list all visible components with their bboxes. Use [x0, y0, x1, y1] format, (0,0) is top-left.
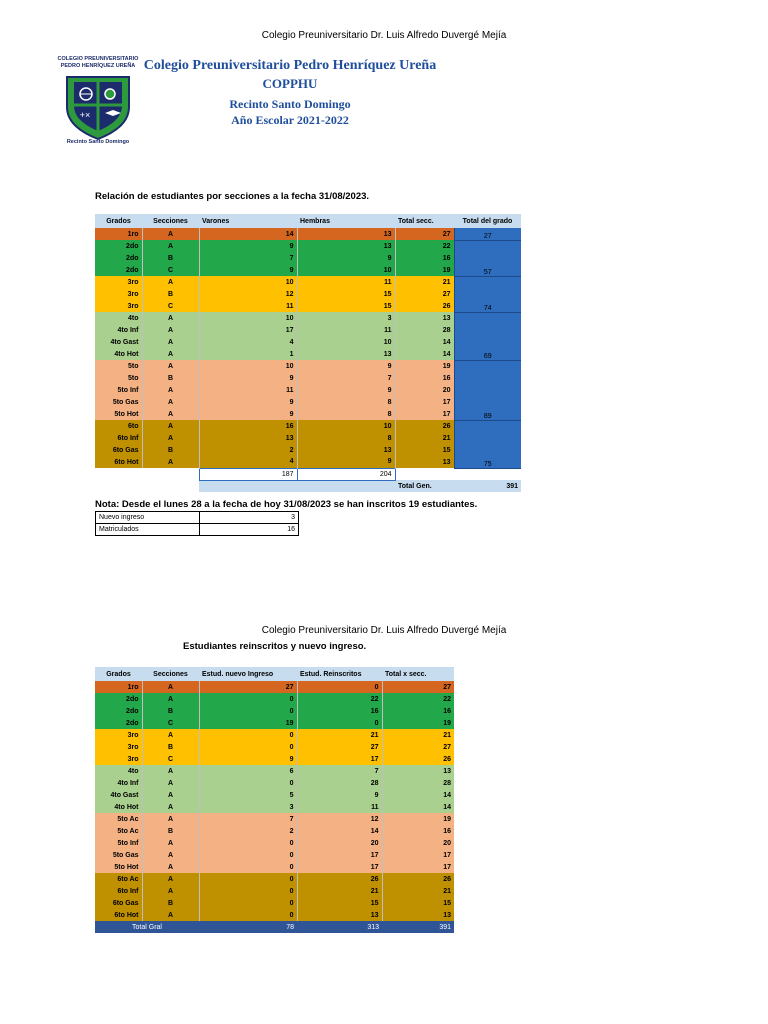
col-header-secciones: Secciones	[142, 214, 199, 228]
cell-seccion: A	[142, 693, 199, 705]
cell-total-secc: 14	[382, 789, 454, 801]
note-label: Nuevo ingreso	[96, 512, 200, 524]
cell-seccion: B	[142, 825, 199, 837]
table-row	[95, 825, 454, 837]
cell-nuevo-ingreso: 0	[199, 897, 297, 909]
cell-reinscritos: 11	[297, 801, 382, 813]
cell-total-secc: 13	[382, 909, 454, 921]
empty-cell	[142, 480, 199, 492]
cell-seccion: A	[142, 312, 199, 324]
note-label: Matriculados	[96, 524, 200, 536]
cell-varones: 12	[199, 288, 297, 300]
cell-grado: 3ro	[127, 731, 139, 739]
cell-total-secc: 27	[382, 681, 454, 693]
cell-grado: 1ro	[127, 230, 139, 238]
cell-total-secc: 16	[382, 705, 454, 717]
table-row	[95, 837, 454, 849]
cell-reinscritos: 22	[297, 693, 382, 705]
cell-total-secc: 13	[395, 312, 454, 324]
cell-grado: 5to Inf	[117, 386, 139, 394]
cell-hembras: 9	[297, 456, 395, 468]
cell-varones: 9	[199, 408, 297, 420]
table-row	[95, 705, 454, 717]
cell-total-grado: 27	[454, 228, 521, 240]
cell-grado: 4to Hot	[114, 350, 139, 358]
cell-grado: 6to Gas	[112, 899, 139, 907]
table-row	[95, 885, 454, 897]
col-header-nuevo-ingreso: Estud. nuevo Ingreso	[199, 667, 297, 681]
cell-grado: 4to Gast	[110, 338, 139, 346]
cell-seccion: A	[142, 336, 199, 348]
cell-hembras: 11	[297, 324, 395, 336]
cell-seccion: C	[142, 264, 199, 276]
cell-varones: 4	[199, 336, 297, 348]
col-header-total-secc: Total secc.	[395, 214, 454, 228]
cell-grado: 5to	[128, 362, 139, 370]
cell-seccion: C	[142, 717, 199, 729]
table-row	[95, 240, 521, 252]
cell-total-secc: 27	[395, 288, 454, 300]
cell-seccion: A	[142, 873, 199, 885]
table-row	[95, 741, 454, 753]
cell-reinscritos: 20	[297, 837, 382, 849]
cell-varones: 4	[199, 456, 297, 468]
school-year: Año Escolar 2021-2022	[231, 113, 349, 127]
col-header-reinscritos: Estud. Reinscritos	[297, 667, 382, 681]
enrollment-table	[95, 214, 521, 492]
table-row	[95, 777, 454, 789]
logo-top-text-2: PEDRO HENRÍQUEZ UREÑA	[60, 63, 136, 69]
cell-varones: 2	[199, 444, 297, 456]
cell-seccion: C	[142, 300, 199, 312]
cell-seccion: B	[142, 372, 199, 384]
cell-nuevo-ingreso: 0	[199, 693, 297, 705]
cell-total-secc: 17	[395, 408, 454, 420]
cell-nuevo-ingreso: 0	[199, 909, 297, 921]
cell-total-secc: 20	[382, 837, 454, 849]
cell-seccion: B	[142, 897, 199, 909]
cell-grado: 6to Hot	[114, 911, 139, 919]
cell-total-secc: 22	[395, 240, 454, 252]
table-row	[95, 789, 454, 801]
cell-total-grado: 57	[454, 240, 521, 276]
cell-seccion: A	[142, 324, 199, 336]
cell-seccion: A	[142, 849, 199, 861]
cell-varones: 10	[199, 276, 297, 288]
school-name: Colegio Preuniversitario Pedro Henríquez Ureña	[143, 58, 437, 73]
table-header-row	[95, 214, 521, 228]
cell-nuevo-ingreso: 0	[199, 729, 297, 741]
cell-grado: 6to Inf	[117, 434, 139, 442]
cell-total-secc: 21	[395, 432, 454, 444]
empty-cell	[95, 468, 142, 480]
cell-varones: 11	[199, 300, 297, 312]
cell-grado: 6to Inf	[117, 887, 139, 895]
cell-total-secc: 26	[382, 753, 454, 765]
cell-total-secc: 20	[395, 384, 454, 396]
cell-total-secc: 19	[382, 717, 454, 729]
total-gen-label: Total Gen.	[395, 480, 454, 492]
page-header-mid: Colegio Preuniversitario Dr. Luis Alfredo Duvergé Mejía	[261, 625, 507, 636]
total-gral-label: Total Gral	[132, 923, 162, 931]
cell-seccion: B	[142, 444, 199, 456]
cell-reinscritos: 14	[297, 825, 382, 837]
cell-seccion: B	[142, 288, 199, 300]
cell-grado: 4to Hot	[114, 803, 139, 811]
cell-nuevo-ingreso: 9	[199, 753, 297, 765]
cell-reinscritos: 28	[297, 777, 382, 789]
cell-hembras: 13	[297, 240, 395, 252]
cell-nuevo-ingreso: 0	[199, 777, 297, 789]
cell-varones: 9	[199, 264, 297, 276]
cell-seccion: A	[142, 909, 199, 921]
cell-nuevo-ingreso: 0	[199, 873, 297, 885]
cell-grado: 4to	[128, 314, 139, 322]
cell-grado: 4to Inf	[117, 779, 139, 787]
logo-top-text-1: COLEGIO PREUNIVERSITARIO	[57, 56, 139, 62]
cell-hembras: 8	[297, 408, 395, 420]
cell-grado: 4to Inf	[117, 326, 139, 334]
cell-hembras: 7	[297, 372, 395, 384]
cell-grado: 6to Ac	[117, 875, 139, 883]
note-text: Nota: Desde el lunes 28 a la fecha de hoy 31/08/2023 se han inscritos 19 estudiantes.	[95, 499, 478, 510]
total-total: 391	[439, 923, 451, 931]
table-row	[95, 729, 454, 741]
cell-reinscritos: 21	[297, 885, 382, 897]
cell-grado: 2do	[126, 242, 139, 250]
cell-total-grado: 69	[454, 312, 521, 360]
cell-seccion: A	[142, 813, 199, 825]
cell-nuevo-ingreso: 6	[199, 765, 297, 777]
logo-bottom-text: Recinto Santo Domingo	[66, 139, 130, 145]
cell-hembras: 10	[297, 264, 395, 276]
table-row	[95, 801, 454, 813]
table-row	[95, 420, 521, 432]
cell-seccion: A	[142, 408, 199, 420]
cell-varones: 10	[199, 360, 297, 372]
table-row	[95, 753, 454, 765]
cell-grado: 2do	[126, 719, 139, 727]
cell-total-secc: 21	[382, 729, 454, 741]
cell-grado: 3ro	[127, 755, 139, 763]
cell-seccion: A	[142, 396, 199, 408]
cell-grado: 6to Hot	[114, 458, 139, 466]
cell-seccion: B	[142, 705, 199, 717]
table-row	[95, 897, 454, 909]
cell-total-secc: 22	[382, 693, 454, 705]
table-row	[95, 693, 454, 705]
note-table	[95, 511, 299, 536]
cell-seccion: A	[142, 801, 199, 813]
cell-total-secc: 17	[395, 396, 454, 408]
cell-hembras: 13	[297, 348, 395, 360]
cell-total-secc: 17	[382, 861, 454, 873]
cell-grado: 2do	[126, 707, 139, 715]
total-reinscritos: 313	[367, 923, 379, 931]
cell-reinscritos: 15	[297, 897, 382, 909]
cell-hembras: 8	[297, 396, 395, 408]
note-value: 16	[200, 524, 299, 536]
table-row	[95, 228, 521, 240]
cell-hembras: 13	[297, 444, 395, 456]
note-value: 3	[200, 512, 299, 524]
cell-seccion: A	[142, 885, 199, 897]
cell-total-secc: 27	[382, 741, 454, 753]
cell-varones: 14	[199, 228, 297, 240]
cell-nuevo-ingreso: 0	[199, 705, 297, 717]
col-header-total-secc: Total x secc.	[382, 667, 454, 681]
table-row	[95, 276, 521, 288]
cell-total-secc: 21	[395, 276, 454, 288]
col-header-grados: Grados	[95, 214, 142, 228]
cell-hembras: 9	[297, 384, 395, 396]
total-gen-filler	[199, 480, 297, 492]
cell-grado: 4to Gast	[110, 791, 139, 799]
cell-grado: 5to Gas	[112, 398, 139, 406]
note-row	[96, 524, 299, 536]
cell-grado: 3ro	[127, 302, 139, 310]
table-row	[95, 360, 521, 372]
sum-hembras: 204	[297, 468, 395, 480]
cell-total-secc: 16	[382, 825, 454, 837]
cell-nuevo-ingreso: 5	[199, 789, 297, 801]
logo-top-text	[55, 56, 141, 70]
school-logo	[55, 55, 141, 150]
cell-seccion: A	[142, 420, 199, 432]
page-header-top: Colegio Preuniversitario Dr. Luis Alfredo Duvergé Mejía	[261, 30, 507, 41]
cell-seccion: A	[142, 777, 199, 789]
cell-nuevo-ingreso: 0	[199, 741, 297, 753]
table-row	[95, 765, 454, 777]
cell-nuevo-ingreso: 0	[199, 849, 297, 861]
cell-grado: 3ro	[127, 278, 139, 286]
cell-reinscritos: 0	[297, 681, 382, 693]
cell-hembras: 15	[297, 288, 395, 300]
cell-reinscritos: 26	[297, 873, 382, 885]
cell-grado: 5to Gas	[112, 851, 139, 859]
total-gen-filler	[297, 480, 395, 492]
cell-grado: 5to Hot	[114, 863, 139, 871]
cell-nuevo-ingreso: 7	[199, 813, 297, 825]
cell-varones: 7	[199, 252, 297, 264]
cell-nuevo-ingreso: 0	[199, 861, 297, 873]
school-campus: Recinto Santo Domingo	[229, 97, 351, 111]
section2-title: Estudiantes reinscritos y nuevo ingreso.	[183, 641, 367, 652]
empty-cell	[395, 468, 454, 480]
total-gral-row	[95, 921, 454, 933]
cell-seccion: A	[142, 360, 199, 372]
cell-hembras: 10	[297, 336, 395, 348]
cell-grado: 5to Ac	[117, 827, 139, 835]
cell-seccion: A	[142, 837, 199, 849]
cell-total-secc: 26	[395, 300, 454, 312]
cell-nuevo-ingreso: 0	[199, 885, 297, 897]
cell-nuevo-ingreso: 2	[199, 825, 297, 837]
cell-seccion: B	[142, 252, 199, 264]
svg-text:+×: +×	[79, 110, 91, 120]
col-header-secciones: Secciones	[142, 667, 199, 681]
empty-cell	[454, 468, 521, 480]
cell-total-secc: 21	[382, 885, 454, 897]
cell-grado: 6to Gas	[112, 446, 139, 454]
cell-nuevo-ingreso: 19	[199, 717, 297, 729]
cell-grado: 2do	[126, 254, 139, 262]
table-row	[95, 681, 454, 693]
cell-total-secc: 28	[382, 777, 454, 789]
empty-cell	[95, 480, 142, 492]
table-row	[95, 909, 454, 921]
reenrollment-table	[95, 667, 454, 933]
cell-total-secc: 13	[382, 765, 454, 777]
sum-row	[95, 468, 521, 480]
cell-total-secc: 16	[395, 372, 454, 384]
cell-seccion: A	[142, 348, 199, 360]
cell-total-grado: 75	[454, 420, 521, 468]
cell-grado: 5to	[128, 374, 139, 382]
table-row	[95, 312, 521, 324]
cell-hembras: 10	[297, 420, 395, 432]
table-row	[95, 717, 454, 729]
cell-reinscritos: 17	[297, 753, 382, 765]
cell-reinscritos: 7	[297, 765, 382, 777]
cell-grado: 2do	[126, 266, 139, 274]
cell-nuevo-ingreso: 3	[199, 801, 297, 813]
cell-total-secc: 16	[395, 252, 454, 264]
table-row	[95, 813, 454, 825]
cell-seccion: A	[142, 681, 199, 693]
cell-reinscritos: 12	[297, 813, 382, 825]
cell-total-secc: 14	[395, 348, 454, 360]
cell-seccion: A	[142, 384, 199, 396]
cell-total-secc: 15	[395, 444, 454, 456]
cell-seccion: A	[142, 432, 199, 444]
cell-seccion: A	[142, 789, 199, 801]
cell-total-secc: 13	[395, 456, 454, 468]
cell-nuevo-ingreso: 0	[199, 837, 297, 849]
cell-seccion: A	[142, 765, 199, 777]
cell-grado: 3ro	[127, 743, 139, 751]
cell-varones: 16	[199, 420, 297, 432]
table-row	[95, 861, 454, 873]
table-header-row	[95, 667, 454, 681]
cell-grado: 4to	[128, 767, 139, 775]
cell-total-secc: 15	[382, 897, 454, 909]
cell-grado: 5to Ac	[117, 815, 139, 823]
cell-reinscritos: 9	[297, 789, 382, 801]
cell-seccion: A	[142, 861, 199, 873]
cell-grado: 3ro	[127, 290, 139, 298]
table-row	[95, 849, 454, 861]
cell-grado: 1ro	[127, 683, 139, 691]
cell-hembras: 13	[297, 228, 395, 240]
cell-total-grado: 89	[454, 360, 521, 420]
col-header-grados: Grados	[95, 667, 142, 681]
cell-reinscritos: 17	[297, 849, 382, 861]
cell-hembras: 9	[297, 360, 395, 372]
cell-varones: 9	[199, 240, 297, 252]
empty-cell	[142, 468, 199, 480]
cell-hembras: 9	[297, 252, 395, 264]
cell-hembras: 15	[297, 300, 395, 312]
total-nuevo: 78	[286, 923, 294, 931]
cell-varones: 17	[199, 324, 297, 336]
cell-total-secc: 26	[395, 420, 454, 432]
cell-grado: 2do	[126, 695, 139, 703]
cell-seccion: A	[142, 228, 199, 240]
cell-varones: 9	[199, 396, 297, 408]
cell-reinscritos: 0	[297, 717, 382, 729]
cell-total-secc: 14	[382, 801, 454, 813]
cell-total-grado: 74	[454, 276, 521, 312]
cell-grado: 5to Hot	[114, 410, 139, 418]
cell-total-secc: 17	[382, 849, 454, 861]
col-header-varones: Varones	[199, 214, 297, 228]
cell-varones: 1	[199, 348, 297, 360]
cell-varones: 11	[199, 384, 297, 396]
note-row	[96, 512, 299, 524]
cell-total-secc: 19	[382, 813, 454, 825]
cell-total-secc: 14	[395, 336, 454, 348]
total-gen-value: 391	[454, 480, 521, 492]
col-header-hembras: Hembras	[297, 214, 395, 228]
cell-reinscritos: 27	[297, 741, 382, 753]
cell-hembras: 3	[297, 312, 395, 324]
sum-varones: 187	[199, 468, 297, 480]
cell-grado: 6to	[128, 422, 139, 430]
section1-title: Relación de estudiantes por secciones a la fecha 31/08/2023.	[95, 191, 370, 202]
school-acronym: COPPHU	[262, 76, 318, 91]
cell-reinscritos: 13	[297, 909, 382, 921]
cell-seccion: A	[142, 729, 199, 741]
cell-varones: 10	[199, 312, 297, 324]
cell-hembras: 8	[297, 432, 395, 444]
cell-varones: 9	[199, 372, 297, 384]
cell-seccion: B	[142, 741, 199, 753]
col-header-total-grado: Total del grado	[454, 214, 521, 228]
cell-varones: 13	[199, 432, 297, 444]
cell-total-secc: 19	[395, 360, 454, 372]
cell-total-secc: 26	[382, 873, 454, 885]
cell-reinscritos: 16	[297, 705, 382, 717]
cell-seccion: A	[142, 456, 199, 468]
cell-nuevo-ingreso: 27	[199, 681, 297, 693]
total-gen-row	[95, 480, 521, 492]
cell-grado: 5to Inf	[117, 839, 139, 847]
cell-seccion: A	[142, 276, 199, 288]
cell-total-secc: 28	[395, 324, 454, 336]
cell-seccion: C	[142, 753, 199, 765]
table-row	[95, 873, 454, 885]
cell-seccion: A	[142, 240, 199, 252]
cell-hembras: 11	[297, 276, 395, 288]
cell-total-secc: 19	[395, 264, 454, 276]
cell-total-secc: 27	[395, 228, 454, 240]
cell-reinscritos: 17	[297, 861, 382, 873]
cell-reinscritos: 21	[297, 729, 382, 741]
